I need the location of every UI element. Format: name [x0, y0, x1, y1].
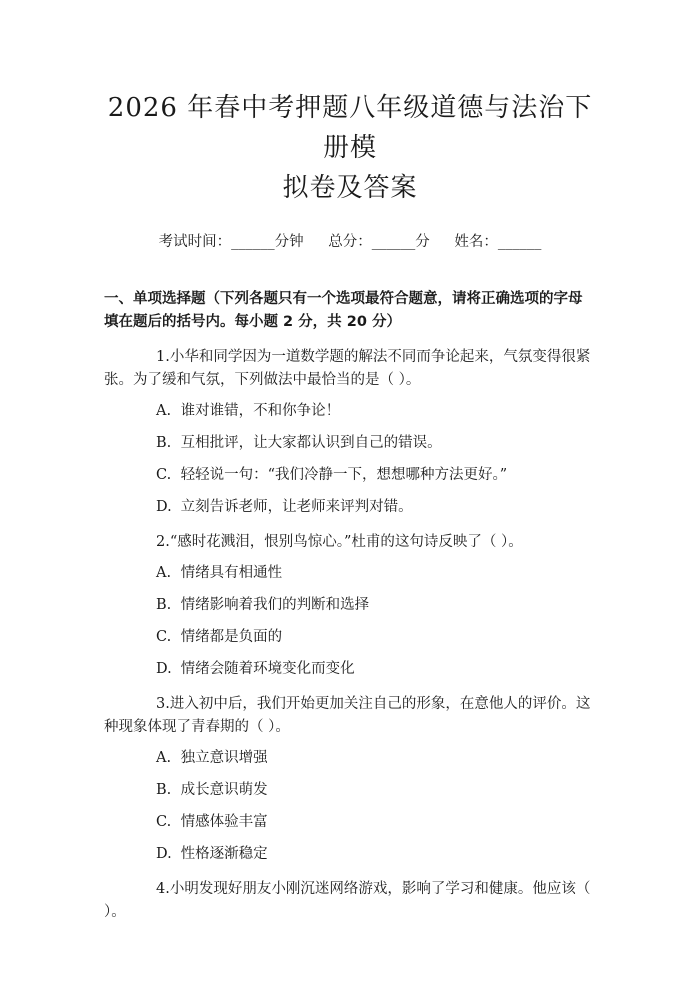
question-text: 小明发现好朋友小刚沉迷网络游戏，影响了学习和健康。他应该（ ）。 [104, 881, 591, 920]
option-label: B. [156, 435, 172, 451]
option-item [104, 496, 596, 519]
exam-info-row [104, 230, 596, 254]
option-list [104, 400, 596, 519]
option-text: 立刻告诉老师，让老师来评判对错。 [180, 499, 413, 515]
option-item [104, 594, 596, 617]
option-text: 情绪具有相通性 [180, 565, 283, 581]
option-text: 成长意识萌发 [180, 782, 268, 798]
option-item [104, 779, 596, 802]
question [104, 878, 596, 924]
option-label: C. [156, 629, 172, 645]
option-label: D. [156, 499, 172, 515]
option-label: A. [156, 403, 172, 419]
option-label: C. [156, 814, 172, 830]
section-heading: 一、单项选择题（下列各题只有一个选项最符合题意，请将正确选项的字母填在题后的括号内。每小题 2 分，共 20 分） [104, 291, 583, 330]
option-text: 情感体验丰富 [180, 814, 268, 830]
option-label: B. [156, 597, 172, 613]
title-line-1: 2026 年春中考押题八年级道德与法治下册模 [107, 93, 593, 163]
option-item [104, 626, 596, 649]
option-label: A. [156, 750, 172, 766]
option-label: B. [156, 782, 172, 798]
question-text: “感时花溅泪，恨别鸟惊心。”杜甫的这句诗反映了（ ）。 [169, 534, 523, 550]
option-item [104, 432, 596, 455]
title-line-2: 拟卷及答案 [282, 173, 418, 203]
option-text: 独立意识增强 [180, 750, 268, 766]
option-item [104, 811, 596, 834]
option-list [104, 747, 596, 866]
option-text: 情绪会随着环境变化而变化 [180, 661, 355, 677]
option-text: 轻轻说一句：“我们冷静一下，想想哪种方法更好。” [180, 467, 508, 483]
exam-time: 考试时间：______分钟 [158, 234, 304, 250]
question-number: 3. [156, 696, 170, 712]
option-item [104, 658, 596, 681]
question-text: 进入初中后，我们开始更加关注自己的形象，在意他人的评价。这种现象体现了青春期的（ ）。 [104, 696, 591, 735]
exam-name: 姓名：______ [454, 234, 542, 250]
option-text: 性格逐渐稳定 [180, 846, 268, 862]
question-text: 小华和同学因为一道数学题的解法不同而争论起来，气氛变得很紧张。为了缓和气氛，下列做法中最恰当的是（ ）。 [104, 349, 591, 388]
option-item [104, 464, 596, 487]
option-label: D. [156, 846, 172, 862]
option-text: 情绪影响着我们的判断和选择 [180, 597, 370, 613]
option-item [104, 843, 596, 866]
exam-score: 总分：______分 [328, 234, 430, 250]
page-title [104, 88, 596, 208]
option-text: 谁对谁错，不和你争论！ [180, 403, 341, 419]
option-item [104, 747, 596, 770]
option-label: A. [156, 565, 172, 581]
option-item [104, 400, 596, 423]
option-text: 互相批评，让大家都认识到自己的错误。 [180, 435, 442, 451]
exam-page [0, 88, 700, 993]
question [104, 531, 596, 554]
question-number: 2. [156, 534, 170, 550]
question-number: 4. [156, 881, 170, 897]
option-text: 情绪都是负面的 [180, 629, 283, 645]
question [104, 346, 596, 392]
option-label: C. [156, 467, 172, 483]
question [104, 693, 596, 739]
option-label: D. [156, 661, 172, 677]
question-number: 1. [156, 349, 170, 365]
option-item [104, 562, 596, 585]
option-list [104, 562, 596, 681]
